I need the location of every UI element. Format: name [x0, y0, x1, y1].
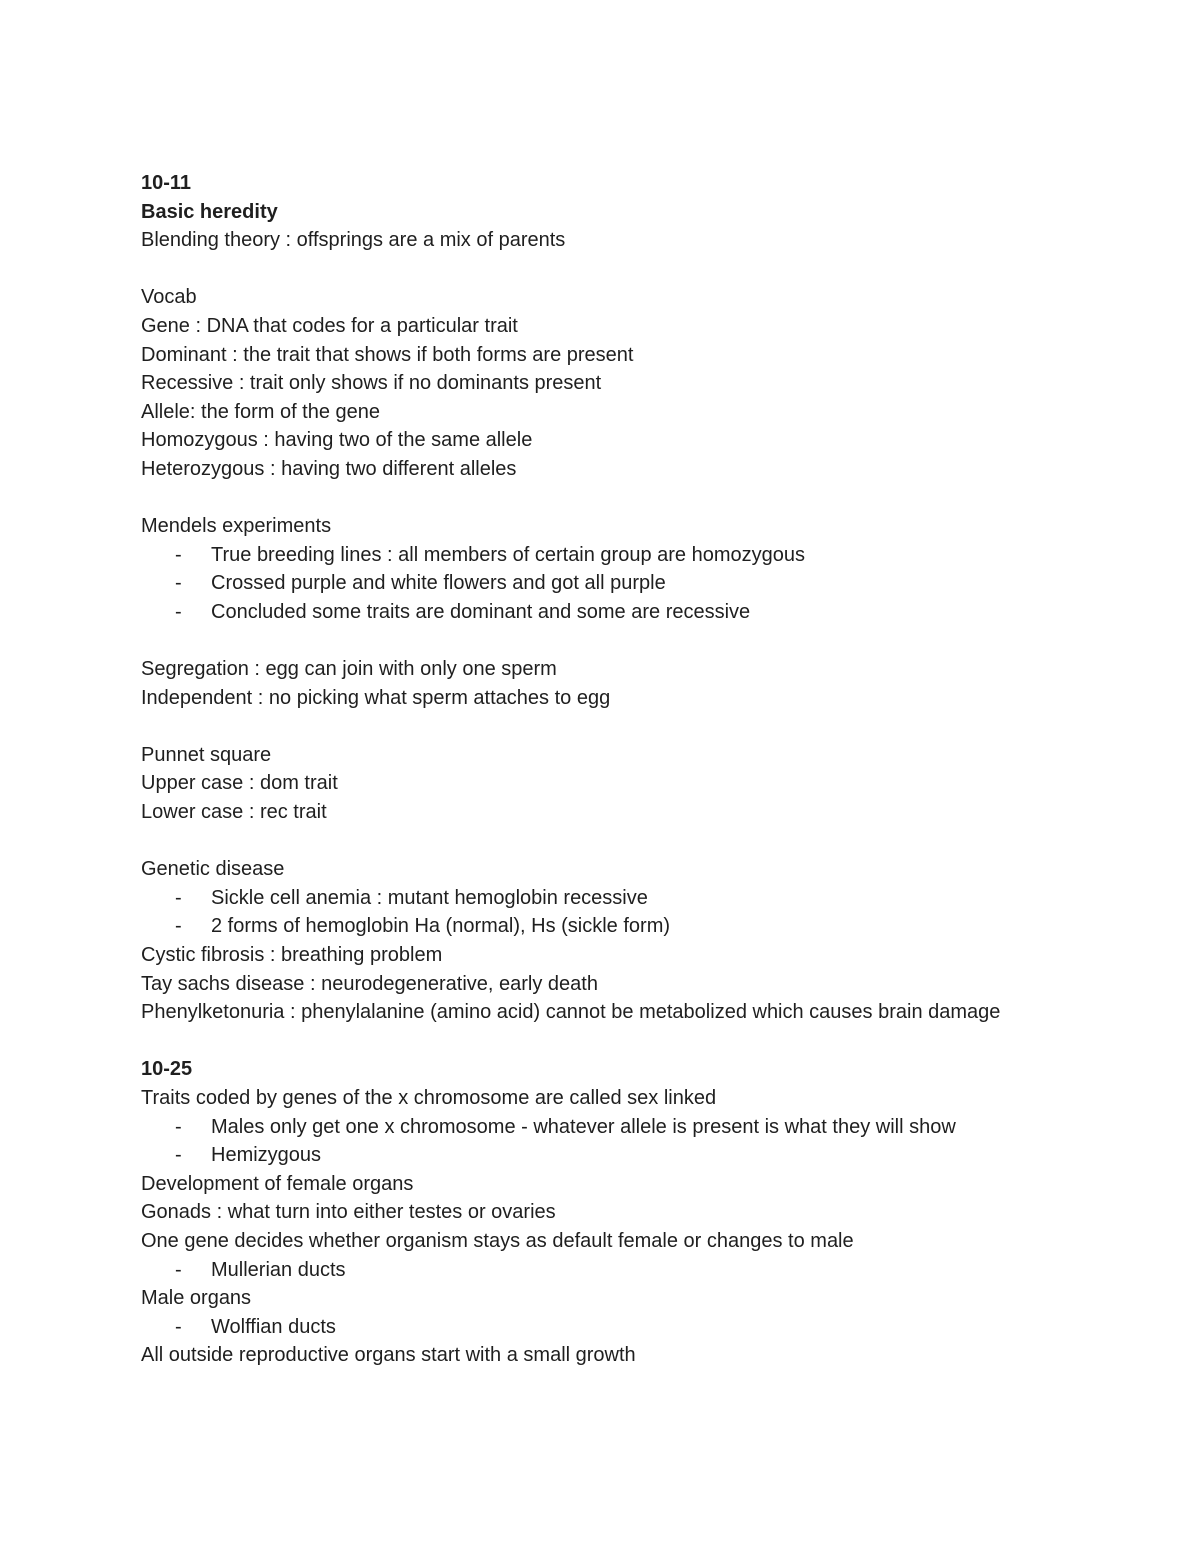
list-item — [141, 541, 1081, 570]
mendel-title: Mendels experiments — [141, 515, 332, 538]
female-dev-line: Development of female organs — [141, 1172, 414, 1195]
list-item — [141, 569, 1081, 598]
disease-item: Phenylketonuria : phenylalanine (amino acid) cannot be metabolized which causes brain damage — [141, 1001, 1001, 1024]
law-segregation: Segregation : egg can join with only one sperm — [141, 658, 557, 681]
list-item — [141, 884, 1081, 913]
one-gene-line: One gene decides whether organism stays as default female or changes to male — [141, 1229, 854, 1252]
list-item — [141, 1313, 1081, 1342]
section-heading-10-11: 10-11 — [141, 172, 192, 194]
list-item — [141, 1113, 1081, 1142]
document-page — [141, 169, 1081, 1370]
bullet-text: Crossed purple and white flowers and got all purple — [211, 572, 666, 595]
bullet-text: Sickle cell anemia : mutant hemoglobin recessive — [211, 886, 648, 909]
blending-theory-line: Blending theory : offsprings are a mix of parents — [141, 229, 566, 252]
blank-line — [141, 255, 1081, 284]
bullet-dash: - — [175, 600, 182, 623]
bullet-dash: - — [175, 543, 182, 566]
outside-organs-line: All outside reproductive organs start with a small growth — [141, 1344, 636, 1367]
bullet-dash: - — [175, 915, 182, 938]
vocab-item: Heterozygous : having two different alleles — [141, 457, 517, 480]
vocab-item: Homozygous : having two of the same allele — [141, 429, 533, 452]
punnet-item: Lower case : rec trait — [141, 801, 327, 824]
punnet-title: Punnet square — [141, 743, 272, 766]
list-item — [141, 1141, 1081, 1170]
disease-item: Tay sachs disease : neurodegenerative, early death — [141, 972, 598, 995]
list-item — [141, 1256, 1081, 1285]
vocab-item: Allele: the form of the gene — [141, 400, 381, 423]
bullet-text: Males only get one x chromosome - whatever allele is present is what they will show — [211, 1115, 956, 1138]
blank-line — [141, 827, 1081, 856]
gonads-line: Gonads : what turn into either testes or ovaries — [141, 1201, 556, 1224]
vocab-item: Dominant : the trait that shows if both forms are present — [141, 343, 634, 366]
blank-line — [141, 1027, 1081, 1056]
genetic-disease-title: Genetic disease — [141, 858, 285, 881]
vocab-item: Recessive : trait only shows if no dominants present — [141, 372, 602, 395]
bullet-dash: - — [175, 572, 182, 595]
blank-line — [141, 712, 1081, 741]
punnet-item: Upper case : dom trait — [141, 772, 338, 795]
sex-linked-line: Traits coded by genes of the x chromosome are called sex linked — [141, 1087, 717, 1109]
list-item — [141, 912, 1081, 941]
blank-line — [141, 484, 1081, 513]
disease-item: Cystic fibrosis : breathing problem — [141, 944, 443, 967]
bullet-dash: - — [175, 1115, 182, 1138]
subheading-basic-heredity: Basic heredity — [141, 200, 278, 223]
male-organs-line: Male organs — [141, 1287, 252, 1310]
list-item — [141, 598, 1081, 627]
bullet-text: Wolffian ducts — [211, 1315, 336, 1338]
bullet-dash: - — [175, 1315, 182, 1338]
section-heading-10-25: 10-25 — [141, 1058, 193, 1081]
blank-line — [141, 627, 1081, 656]
bullet-text: Mullerian ducts — [211, 1258, 346, 1281]
law-independent: Independent : no picking what sperm attaches to egg — [141, 686, 611, 709]
bullet-text: 2 forms of hemoglobin Ha (normal), Hs (sickle form) — [211, 915, 671, 938]
bullet-text: Concluded some traits are dominant and some are recessive — [211, 600, 751, 623]
vocab-item: Gene : DNA that codes for a particular trait — [141, 314, 518, 337]
bullet-dash: - — [175, 886, 182, 909]
vocab-title: Vocab — [141, 286, 197, 309]
bullet-dash: - — [175, 1258, 182, 1281]
bullet-dash: - — [175, 1144, 182, 1167]
bullet-text: Hemizygous — [211, 1144, 322, 1167]
bullet-text: True breeding lines : all members of certain group are homozygous — [211, 543, 806, 566]
